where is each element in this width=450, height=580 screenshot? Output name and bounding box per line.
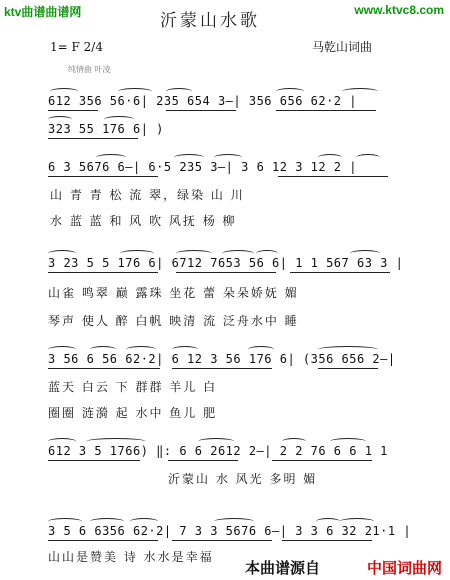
slur-mark <box>222 250 254 257</box>
lyrics-row-4b: 琴声 使人 醉 白帆 映清 流 泛舟水中 睡 <box>48 314 299 328</box>
underline-beam <box>276 110 376 111</box>
slur-mark <box>48 518 82 525</box>
underline-beam <box>172 540 272 541</box>
slur-mark <box>318 346 378 353</box>
underline-beam <box>278 176 388 177</box>
slur-mark <box>214 518 254 525</box>
notation-row-2: 323 55 176 6| ) <box>48 122 164 136</box>
underline-beam <box>168 460 238 461</box>
lyrics-row-3a: 山 青 青 松 流 翠，绿染 山 川 <box>50 188 245 202</box>
watermark-top-left: ktv曲谱曲谱网 <box>4 5 82 19</box>
slur-mark <box>90 346 116 353</box>
slur-mark <box>172 346 198 353</box>
underline-beam <box>48 176 158 177</box>
notation-row-3: 6 3 5676 6—| 6·5 235 3—| 3 6 12 3 12 2 | <box>48 160 357 174</box>
slur-mark <box>120 250 154 257</box>
slur-mark <box>276 88 304 95</box>
slur-mark <box>174 154 204 161</box>
slur-mark <box>248 346 274 353</box>
underline-beam <box>48 460 140 461</box>
underline-beam <box>48 272 158 273</box>
slur-mark <box>256 250 278 257</box>
notation-row-5: 3 56 6 56 62·2| 6 12 3 56 176 6| (356 656 2—| <box>48 352 396 366</box>
key-signature: 1= F 2/4 <box>50 40 103 54</box>
small-note: 纯情曲 叶凌 <box>68 65 111 74</box>
lyrics-row-3b: 水 蓝 蓝 和 风 吹 风抚 杨 柳 <box>50 214 237 228</box>
slur-mark <box>90 518 124 525</box>
underline-beam <box>48 138 138 139</box>
song-title: 沂蒙山水歌 <box>160 11 260 31</box>
slur-mark <box>340 518 374 525</box>
slur-mark <box>126 346 156 353</box>
author-credit: 马乾山词曲 <box>312 40 373 54</box>
slur-mark <box>316 518 340 525</box>
watermark-top-right: www.ktvc8.com <box>354 3 444 17</box>
slur-mark <box>50 88 78 95</box>
slur-mark <box>350 250 380 257</box>
slur-mark <box>176 250 212 257</box>
underline-beam <box>272 460 372 461</box>
lyrics-row-5b: 圈圈 涟漪 起 水中 鱼儿 肥 <box>48 406 218 420</box>
notation-row-4: 3 23 5 5 176 6| 6712 7653 56 6| 1 1 567 63 3 | <box>48 256 404 270</box>
underline-beam <box>176 272 276 273</box>
underline-beam <box>48 368 160 369</box>
underline-beam <box>166 110 236 111</box>
slur-mark <box>214 154 242 161</box>
slur-mark <box>96 154 126 161</box>
slur-mark <box>86 438 146 445</box>
lyrics-row-5a: 蓝天 白云 下 群群 羊儿 白 <box>48 380 218 394</box>
lyrics-row-6a: 沂蒙山 水 风光 多明 媚 <box>168 472 318 486</box>
underline-beam <box>282 540 372 541</box>
watermark-bottom-right: 中国词曲网 <box>366 560 442 577</box>
slur-mark <box>330 438 366 445</box>
notation-row-6: 612 3 5 1766) ‖: 6 6 2612 2—| 2 2 76 6 6 1 1 <box>48 444 388 458</box>
slur-mark <box>48 250 76 257</box>
slur-mark <box>130 518 158 525</box>
slur-mark <box>104 116 134 123</box>
slur-mark <box>282 438 306 445</box>
underline-beam <box>172 368 272 369</box>
slur-mark <box>48 346 76 353</box>
slur-mark <box>198 438 234 445</box>
watermark-bottom-left: 本曲谱源自 <box>245 560 321 577</box>
slur-mark <box>318 154 342 161</box>
slur-mark <box>48 438 76 445</box>
lyrics-row-7a: 山山是赞美 诗 水水是幸福 <box>48 550 214 564</box>
slur-mark <box>166 88 192 95</box>
notation-row-7: 3 5 6 6356 62·2| 7 3 3 5676 6—| 3 3 6 32 21·1 | <box>48 524 412 538</box>
notation-row-1: 612 356 56·6| 235 654 3—| 356 656 62·2 | <box>48 94 357 108</box>
slur-mark <box>118 88 152 95</box>
lyrics-row-4a: 山雀 鸣翠 巅 露珠 坐花 蕾 朵朵娇妩 媚 <box>48 286 299 300</box>
underline-beam <box>48 110 98 111</box>
underline-beam <box>290 272 390 273</box>
slur-mark <box>48 116 72 123</box>
slur-mark <box>342 88 378 95</box>
slur-mark <box>356 154 380 161</box>
underline-beam <box>318 368 378 369</box>
underline-beam <box>48 540 158 541</box>
